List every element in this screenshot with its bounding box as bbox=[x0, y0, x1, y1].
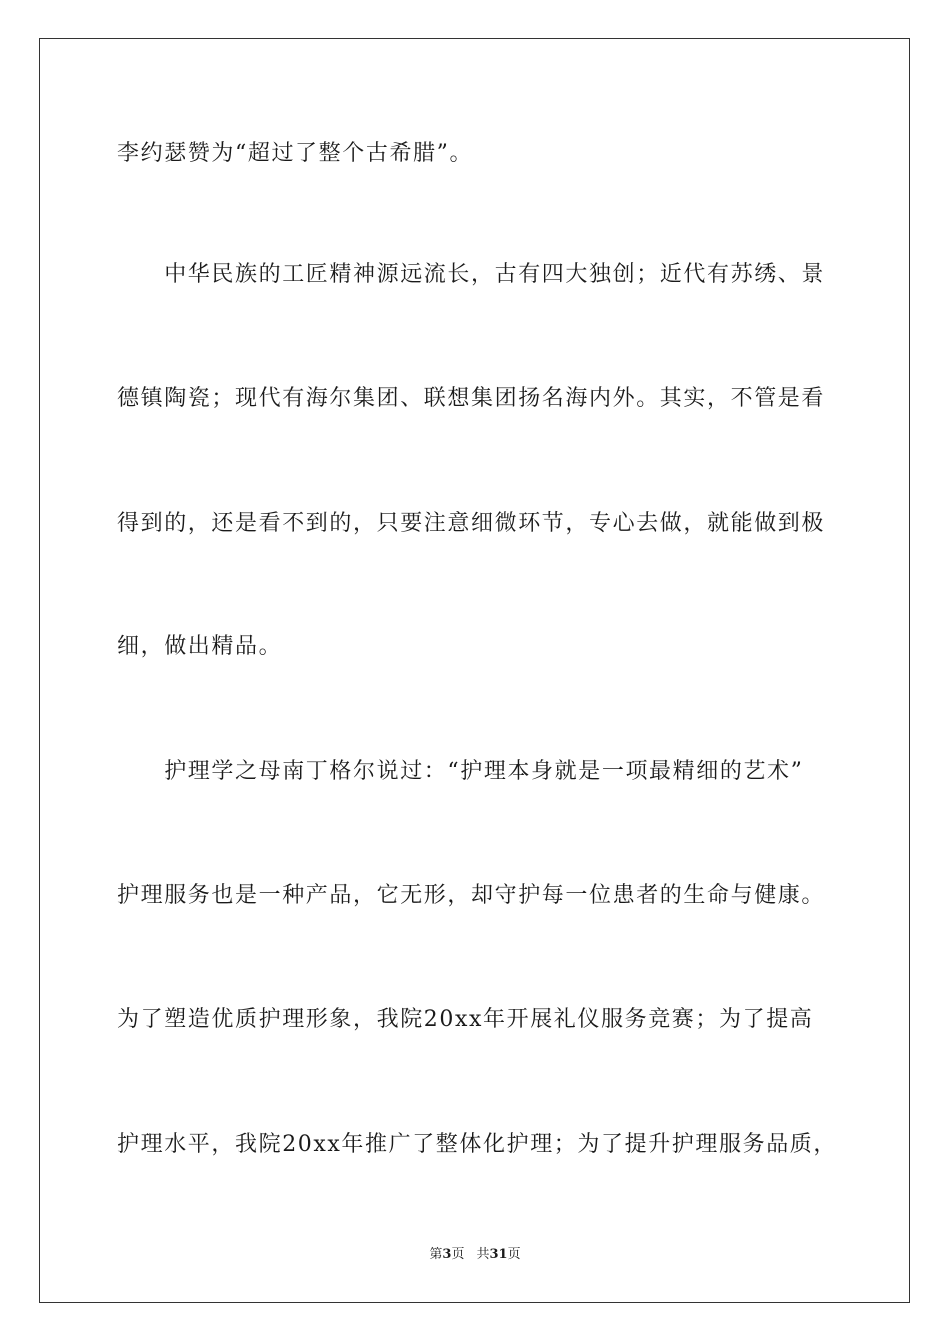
text-line-7: 护理服务也是一种产品，它无形，却守护每一位患者的生命与健康。 bbox=[117, 883, 826, 908]
text-line-3: 德镇陶瓷；现代有海尔集团、联想集团扬名海内外。其实，不管是看 bbox=[117, 386, 826, 411]
text-line-5: 细，做出精品。 bbox=[117, 634, 283, 659]
text-line-1: 李约瑟赞为“超过了整个古希腊”。 bbox=[117, 141, 474, 166]
text-line-8: 为了塑造优质护理形象，我院20xx年开展礼仪服务竞赛；为了提高 bbox=[117, 1007, 814, 1032]
page-number: 3 bbox=[442, 1247, 452, 1262]
text-line-4: 得到的，还是看不到的，只要注意细微环节，专心去做，就能做到极 bbox=[117, 511, 826, 536]
page-border bbox=[39, 38, 910, 1303]
total-pages: 31 bbox=[489, 1247, 508, 1262]
page-footer bbox=[0, 1246, 950, 1264]
text-line-2: 中华民族的工匠精神源远流长，古有四大独创；近代有苏绣、景 bbox=[117, 262, 826, 287]
page-suffix: 页 bbox=[451, 1247, 465, 1262]
text-line-9: 护理水平，我院20xx年推广了整体化护理；为了提升护理服务品质， bbox=[117, 1132, 838, 1157]
total-prefix: 共 bbox=[476, 1247, 490, 1262]
text-line-6: 护理学之母南丁格尔说过：“护理本身就是一项最精细的艺术” bbox=[117, 759, 804, 784]
page-prefix: 第 bbox=[429, 1247, 443, 1262]
total-suffix: 页 bbox=[507, 1247, 521, 1262]
